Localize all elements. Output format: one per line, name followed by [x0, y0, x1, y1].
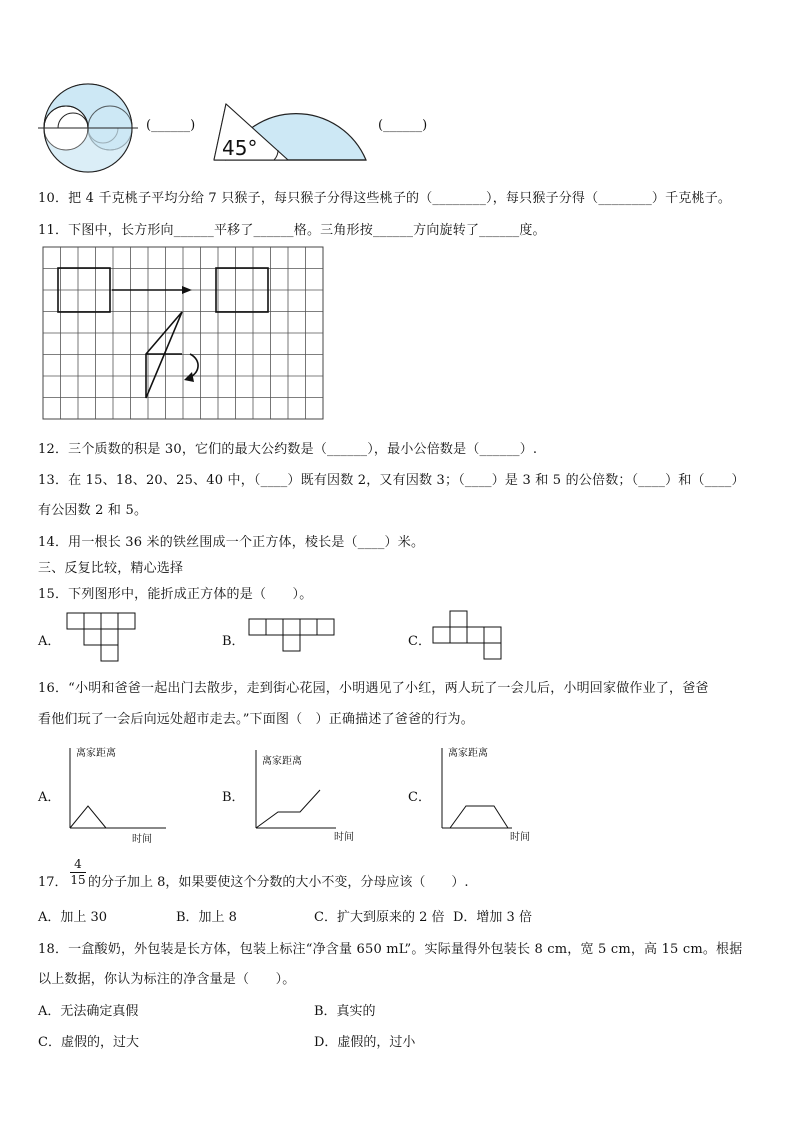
figure-blank-2: (______)	[378, 118, 428, 133]
question-12: 12．三个质数的积是 30，它们的最大公约数是（______），最小公倍数是（______）.	[38, 442, 538, 457]
q16-option-a[interactable]: A．	[38, 790, 61, 805]
grid-figure	[42, 246, 326, 422]
question-13-line-2: 有公因数 2 和 5。	[38, 503, 148, 518]
q17-option-b[interactable]: B．加上 8	[176, 910, 237, 925]
q18-option-b[interactable]: B．真实的	[314, 1004, 376, 1019]
q16-graph-c	[436, 742, 546, 846]
question-18-line-1: 18．一盒酸奶，外包装是长方体，包装上标注“净含量 650 mL”。实际量得外包装长 8 cm，宽 5 cm，高 15 cm。根据	[38, 942, 743, 957]
semicircle-figure	[212, 84, 372, 164]
question-17-number: 17．	[38, 875, 68, 890]
q16-a-y-label: 离家距离	[76, 748, 116, 759]
circle-figure	[38, 82, 138, 174]
q15-option-b[interactable]: B．	[222, 634, 245, 649]
question-11: 11．下图中，长方形向______平移了______格。三角形按______方向旋转了______度。	[38, 223, 546, 238]
q17-numerator: 4	[74, 857, 82, 871]
q17-denominator: 15	[70, 873, 86, 887]
q16-option-c[interactable]: C．	[408, 790, 431, 805]
q16-graph-a	[62, 742, 174, 846]
q16-option-b[interactable]: B．	[222, 790, 245, 805]
q16-b-y-label: 离家距离	[262, 756, 302, 767]
q15-net-a	[66, 612, 138, 664]
q16-graph-b	[250, 748, 366, 844]
q15-net-c	[432, 610, 504, 664]
question-14: 14．用一根长 36 米的铁丝围成一个正方体，棱长是（____）米。	[38, 535, 425, 550]
q17-fraction	[70, 857, 86, 888]
question-15: 15．下列图形中，能折成正方体的是（ ）。	[38, 587, 313, 602]
q18-option-d[interactable]: D．虚假的，过小	[314, 1035, 416, 1050]
q15-option-a[interactable]: A．	[38, 634, 61, 649]
q16-c-x-label: 时间	[510, 832, 530, 843]
q17-option-d[interactable]: D．增加 3 倍	[453, 910, 532, 925]
section-3-heading: 三、反复比较，精心选择	[38, 561, 184, 576]
question-16-line-1: 16．“小明和爸爸一起出门去散步，走到街心花园，小明遇见了小红，两人玩了一会儿后，小明回家做作业了，爸爸	[38, 681, 709, 696]
q16-a-x-label: 时间	[132, 834, 152, 845]
q15-option-c[interactable]: C．	[408, 634, 431, 649]
question-18-line-2: 以上数据，你认为标注的净含量是（ ）。	[38, 972, 296, 987]
q16-c-y-label: 离家距离	[448, 748, 488, 759]
q18-option-a[interactable]: A．无法确定真假	[38, 1004, 139, 1019]
figure-blank-1: (______)	[146, 118, 196, 133]
q15-net-b	[248, 618, 338, 656]
q16-b-x-label: 时间	[334, 832, 354, 843]
question-17-stem: 的分子加上 8，如果要使这个分数的大小不变，分母应该（ ）.	[88, 875, 469, 890]
angle-label: 45°	[222, 136, 258, 160]
q17-option-a[interactable]: A．加上 30	[38, 910, 108, 925]
q17-option-c[interactable]: C．扩大到原来的 2 倍	[314, 910, 445, 925]
q18-option-c[interactable]: C．虚假的，过大	[38, 1035, 139, 1050]
question-13-line-1: 13．在 15、18、20、25、40 中，（____）既有因数 2，又有因数 3；（____）是 3 和 5 的公倍数；（____）和（____）	[38, 473, 745, 488]
question-10: 10．把 4 千克桃子平均分给 7 只猴子，每只猴子分得这些桃子的（________），每只猴子分得（________）千克桃子。	[38, 191, 732, 206]
question-16-line-2: 看他们玩了一会后向远处超市走去。”下面图（ ）正确描述了爸爸的行为。	[38, 712, 474, 727]
